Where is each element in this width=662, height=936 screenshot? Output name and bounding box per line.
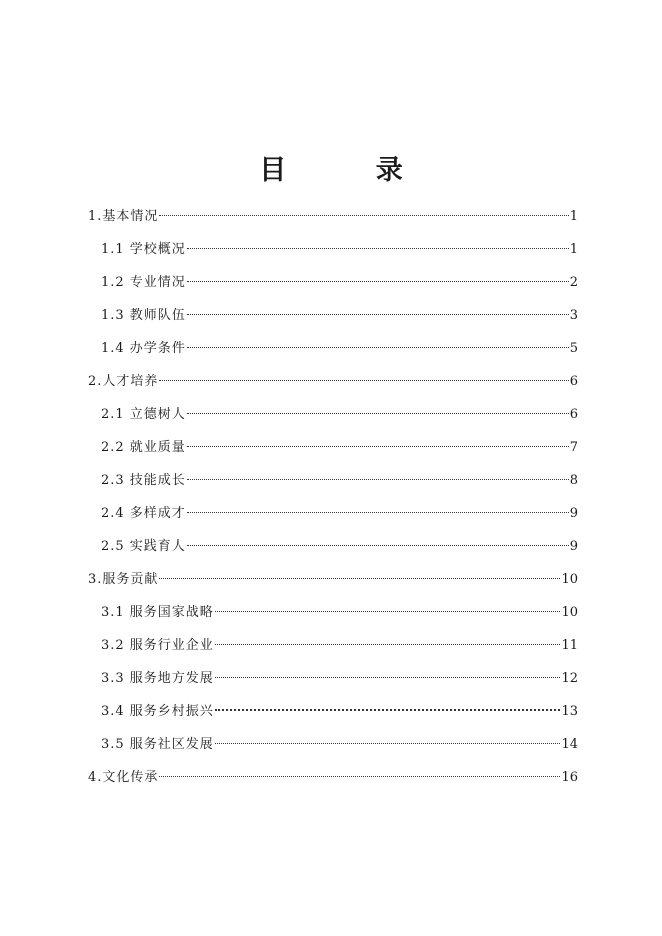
toc-leader-dots [215,677,561,678]
toc-leader-dots [215,611,561,612]
toc-entry-label: 1.2 专业情况 [101,275,186,290]
toc-entry-3[interactable] [88,569,578,591]
toc-entry-label: 2.人才培养 [88,374,159,389]
toc-entry-2-5[interactable] [101,536,578,558]
toc-title: 目 录 [259,155,443,186]
toc-leader-dots [187,281,569,282]
toc-entry-label: 3.服务贡献 [88,572,159,587]
toc-entry-3-3[interactable] [101,668,578,690]
toc-leader-dots [159,776,560,777]
toc-leader-dots [215,709,561,711]
toc-entry-1[interactable] [88,206,578,228]
toc-entry-label: 2.4 多样成才 [101,506,186,521]
toc-entry-3-2[interactable] [101,635,578,657]
toc-entry-page: 9 [569,539,578,554]
toc-entry-1-1[interactable] [101,239,578,261]
toc-entry-page: 10 [561,572,578,587]
toc-leader-dots [187,479,569,480]
toc-entry-label: 2.5 实践育人 [101,539,186,554]
toc-entry-2-3[interactable] [101,470,578,492]
toc-entry-label: 3.4 服务乡村振兴 [101,704,214,719]
toc-entry-page: 6 [569,407,578,422]
toc-entry-label: 2.3 技能成长 [101,473,186,488]
toc-leader-dots [187,347,569,348]
toc-entry-2-2[interactable] [101,437,578,459]
toc-entry-page: 16 [561,770,578,785]
toc-entry-3-1[interactable] [101,602,578,624]
toc-entry-page: 12 [561,671,578,686]
toc-entry-1-3[interactable] [101,305,578,327]
toc-leader-dots [159,215,568,216]
toc-entry-page: 10 [561,605,578,620]
toc-entry-label: 1.基本情况 [88,209,159,224]
toc-entry-label: 2.2 就业质量 [101,440,186,455]
toc-leader-dots [187,545,569,546]
toc-entry-4[interactable] [88,767,578,789]
toc-leader-dots [187,512,569,513]
toc-entry-page: 5 [569,341,578,356]
toc-entry-page: 1 [569,209,578,224]
toc-entry-label: 1.3 教师队伍 [101,308,186,323]
toc-leader-dots [187,248,569,249]
toc-leader-dots [187,413,569,414]
toc-entry-label: 1.1 学校概况 [101,242,186,257]
toc-entry-label: 3.1 服务国家战略 [101,605,214,620]
toc-entry-2-1[interactable] [101,404,578,426]
toc-entry-page: 13 [561,704,578,719]
toc-entry-label: 1.4 办学条件 [101,341,186,356]
toc-leader-dots [187,446,569,447]
toc-entry-label: 3.5 服务社区发展 [101,737,214,752]
toc-entry-1-4[interactable] [101,338,578,360]
toc-entry-page: 14 [561,737,578,752]
toc-entry-1-2[interactable] [101,272,578,294]
toc-entry-page: 2 [569,275,578,290]
toc-entry-page: 1 [569,242,578,257]
toc-entry-label: 3.3 服务地方发展 [101,671,214,686]
toc-leader-dots [159,380,568,381]
toc-entry-page: 3 [569,308,578,323]
toc-entry-page: 9 [569,506,578,521]
toc-leader-dots [215,644,561,645]
toc-entry-label: 3.2 服务行业企业 [101,638,214,653]
toc-entry-label: 2.1 立德树人 [101,407,186,422]
toc-entry-page: 7 [569,440,578,455]
toc-leader-dots [215,743,561,744]
toc-entry-3-5[interactable] [101,734,578,756]
toc-entry-page: 11 [561,638,578,653]
toc-entry-label: 4.文化传承 [88,770,159,785]
toc-entry-page: 6 [569,374,578,389]
toc-entry-3-4[interactable] [101,701,578,723]
toc-leader-dots [159,578,560,579]
toc-entry-page: 8 [569,473,578,488]
toc-entry-2[interactable] [88,371,578,393]
toc-leader-dots [187,314,569,315]
toc-entry-2-4[interactable] [101,503,578,525]
